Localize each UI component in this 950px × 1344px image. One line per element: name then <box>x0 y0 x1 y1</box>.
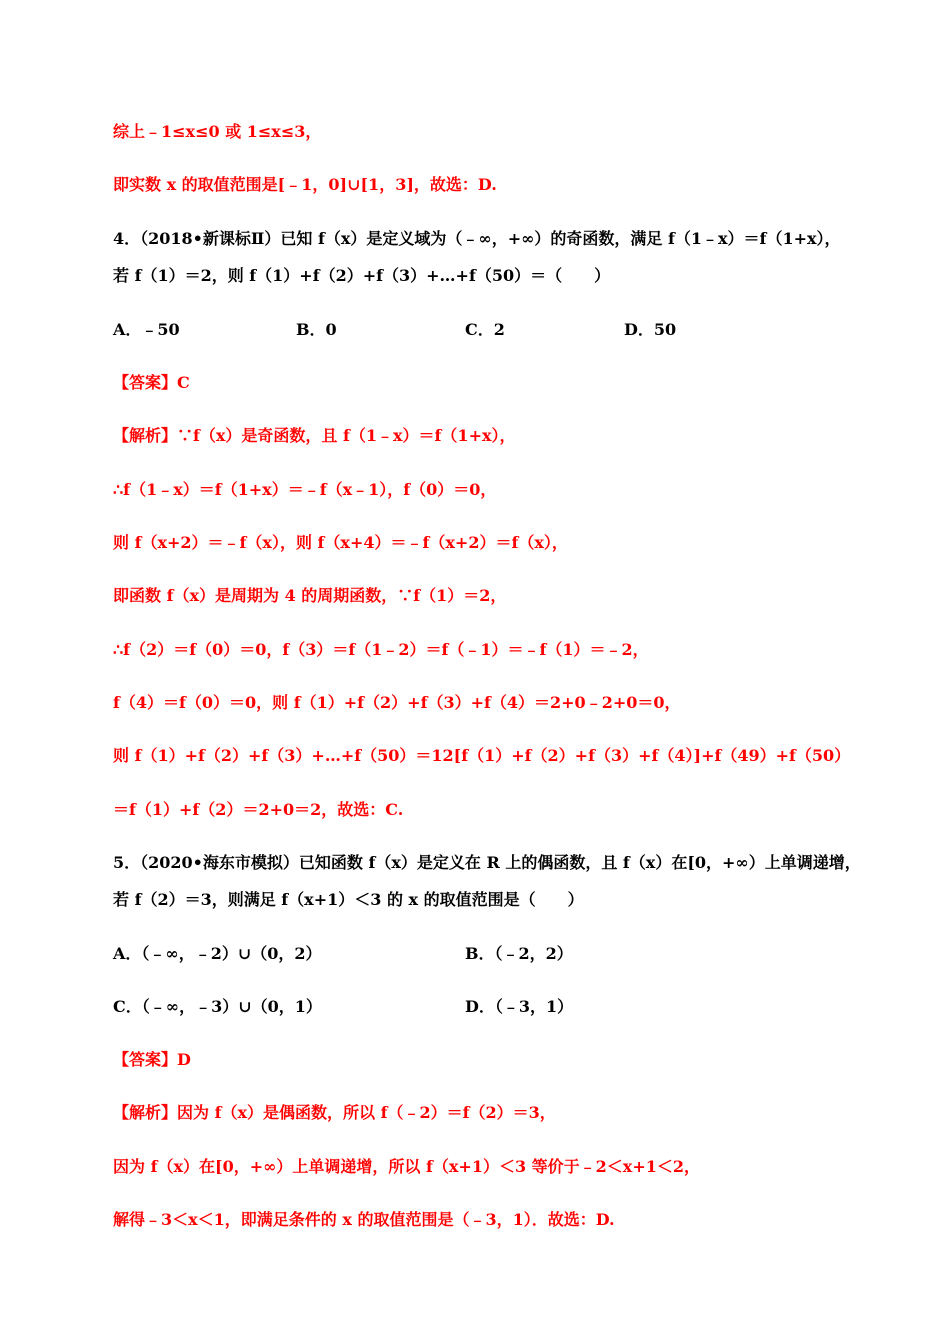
q4-answer: 【答案】C <box>113 373 190 392</box>
q4-stem-line-2: 若 f（1）＝2，则 f（1）+f（2）+f（3）+…+f（50）＝（ ） <box>113 266 611 285</box>
q5-choice-c: C．（﹣∞，﹣3）∪（0，1） <box>113 997 322 1016</box>
q4-analysis-line-7: 则 f（1）+f（2）+f（3）+…+f（50）＝12[f（1）+f（2）+f（3）+f（4）]+f（49）+f（50） <box>113 746 851 765</box>
q4-choice-c: C．2 <box>465 320 505 339</box>
q4-analysis-line-3: 则 f（x+2）＝﹣f（x），则 f（x+4）＝﹣f（x+2）＝f（x）， <box>113 533 568 552</box>
q5-choice-d: D．（﹣3，1） <box>465 997 574 1016</box>
q5-analysis-line-1: 【解析】因为 f（x）是偶函数，所以 f（﹣2）＝f（2）＝3， <box>113 1103 556 1122</box>
q4-analysis-line-5: ∴f（2）＝f（0）＝0，f（3）＝f（1﹣2）＝f（﹣1）＝﹣f（1）＝﹣2， <box>113 640 649 659</box>
prev-solution-line-2: 即实数 x 的取值范围是[﹣1，0]∪[1，3]，故选：D. <box>113 175 497 194</box>
q4-stem-line-1: 4．（2018•新课标Ⅱ）已知 f（x）是定义域为（﹣∞，+∞）的奇函数，满足 f（1﹣x）＝f（1+x）， <box>113 229 841 248</box>
q5-stem-line-2: 若 f（2）＝3，则满足 f（x+1）＜3 的 x 的取值范围是（ ） <box>113 890 584 909</box>
q4-analysis-line-6: f（4）＝f（0）＝0，则 f（1）+f（2）+f（3）+f（4）＝2+0﹣2+0＝0， <box>113 693 681 712</box>
q5-choice-a: A．（﹣∞，﹣2）∪（0，2） <box>113 944 322 963</box>
q4-analysis-line-8: ＝f（1）+f（2）＝2+0＝2，故选：C. <box>113 800 404 819</box>
q4-choice-b: B．0 <box>296 320 337 339</box>
prev-solution-line-1: 综上﹣1≤x≤0 或 1≤x≤3， <box>113 122 322 141</box>
q5-analysis-line-3: 解得﹣3＜x＜1，即满足条件的 x 的取值范围是（﹣3，1）．故选：D. <box>113 1210 615 1229</box>
q4-choice-d: D．50 <box>624 320 677 339</box>
q4-choice-a: A．﹣50 <box>113 320 180 339</box>
q5-stem-line-1: 5．（2020•海东市模拟）已知函数 f（x）是定义在 R 上的偶函数，且 f（x）在[0，+∞）上单调递增， <box>113 853 861 872</box>
q4-analysis-line-2: ∴f（1﹣x）＝f（1+x）＝﹣f（x﹣1），f（0）＝0， <box>113 480 497 499</box>
q5-answer: 【答案】D <box>113 1050 191 1069</box>
q4-analysis-line-4: 即函数 f（x）是周期为 4 的周期函数，∵f（1）＝2， <box>113 586 507 605</box>
q5-choice-b: B．（﹣2，2） <box>465 944 573 963</box>
q5-analysis-line-2: 因为 f（x）在[0，+∞）上单调递增，所以 f（x+1）＜3 等价于﹣2＜x+1＜2， <box>113 1157 701 1176</box>
q4-analysis-line-1: 【解析】∵f（x）是奇函数，且 f（1﹣x）＝f（1+x）， <box>113 426 516 445</box>
